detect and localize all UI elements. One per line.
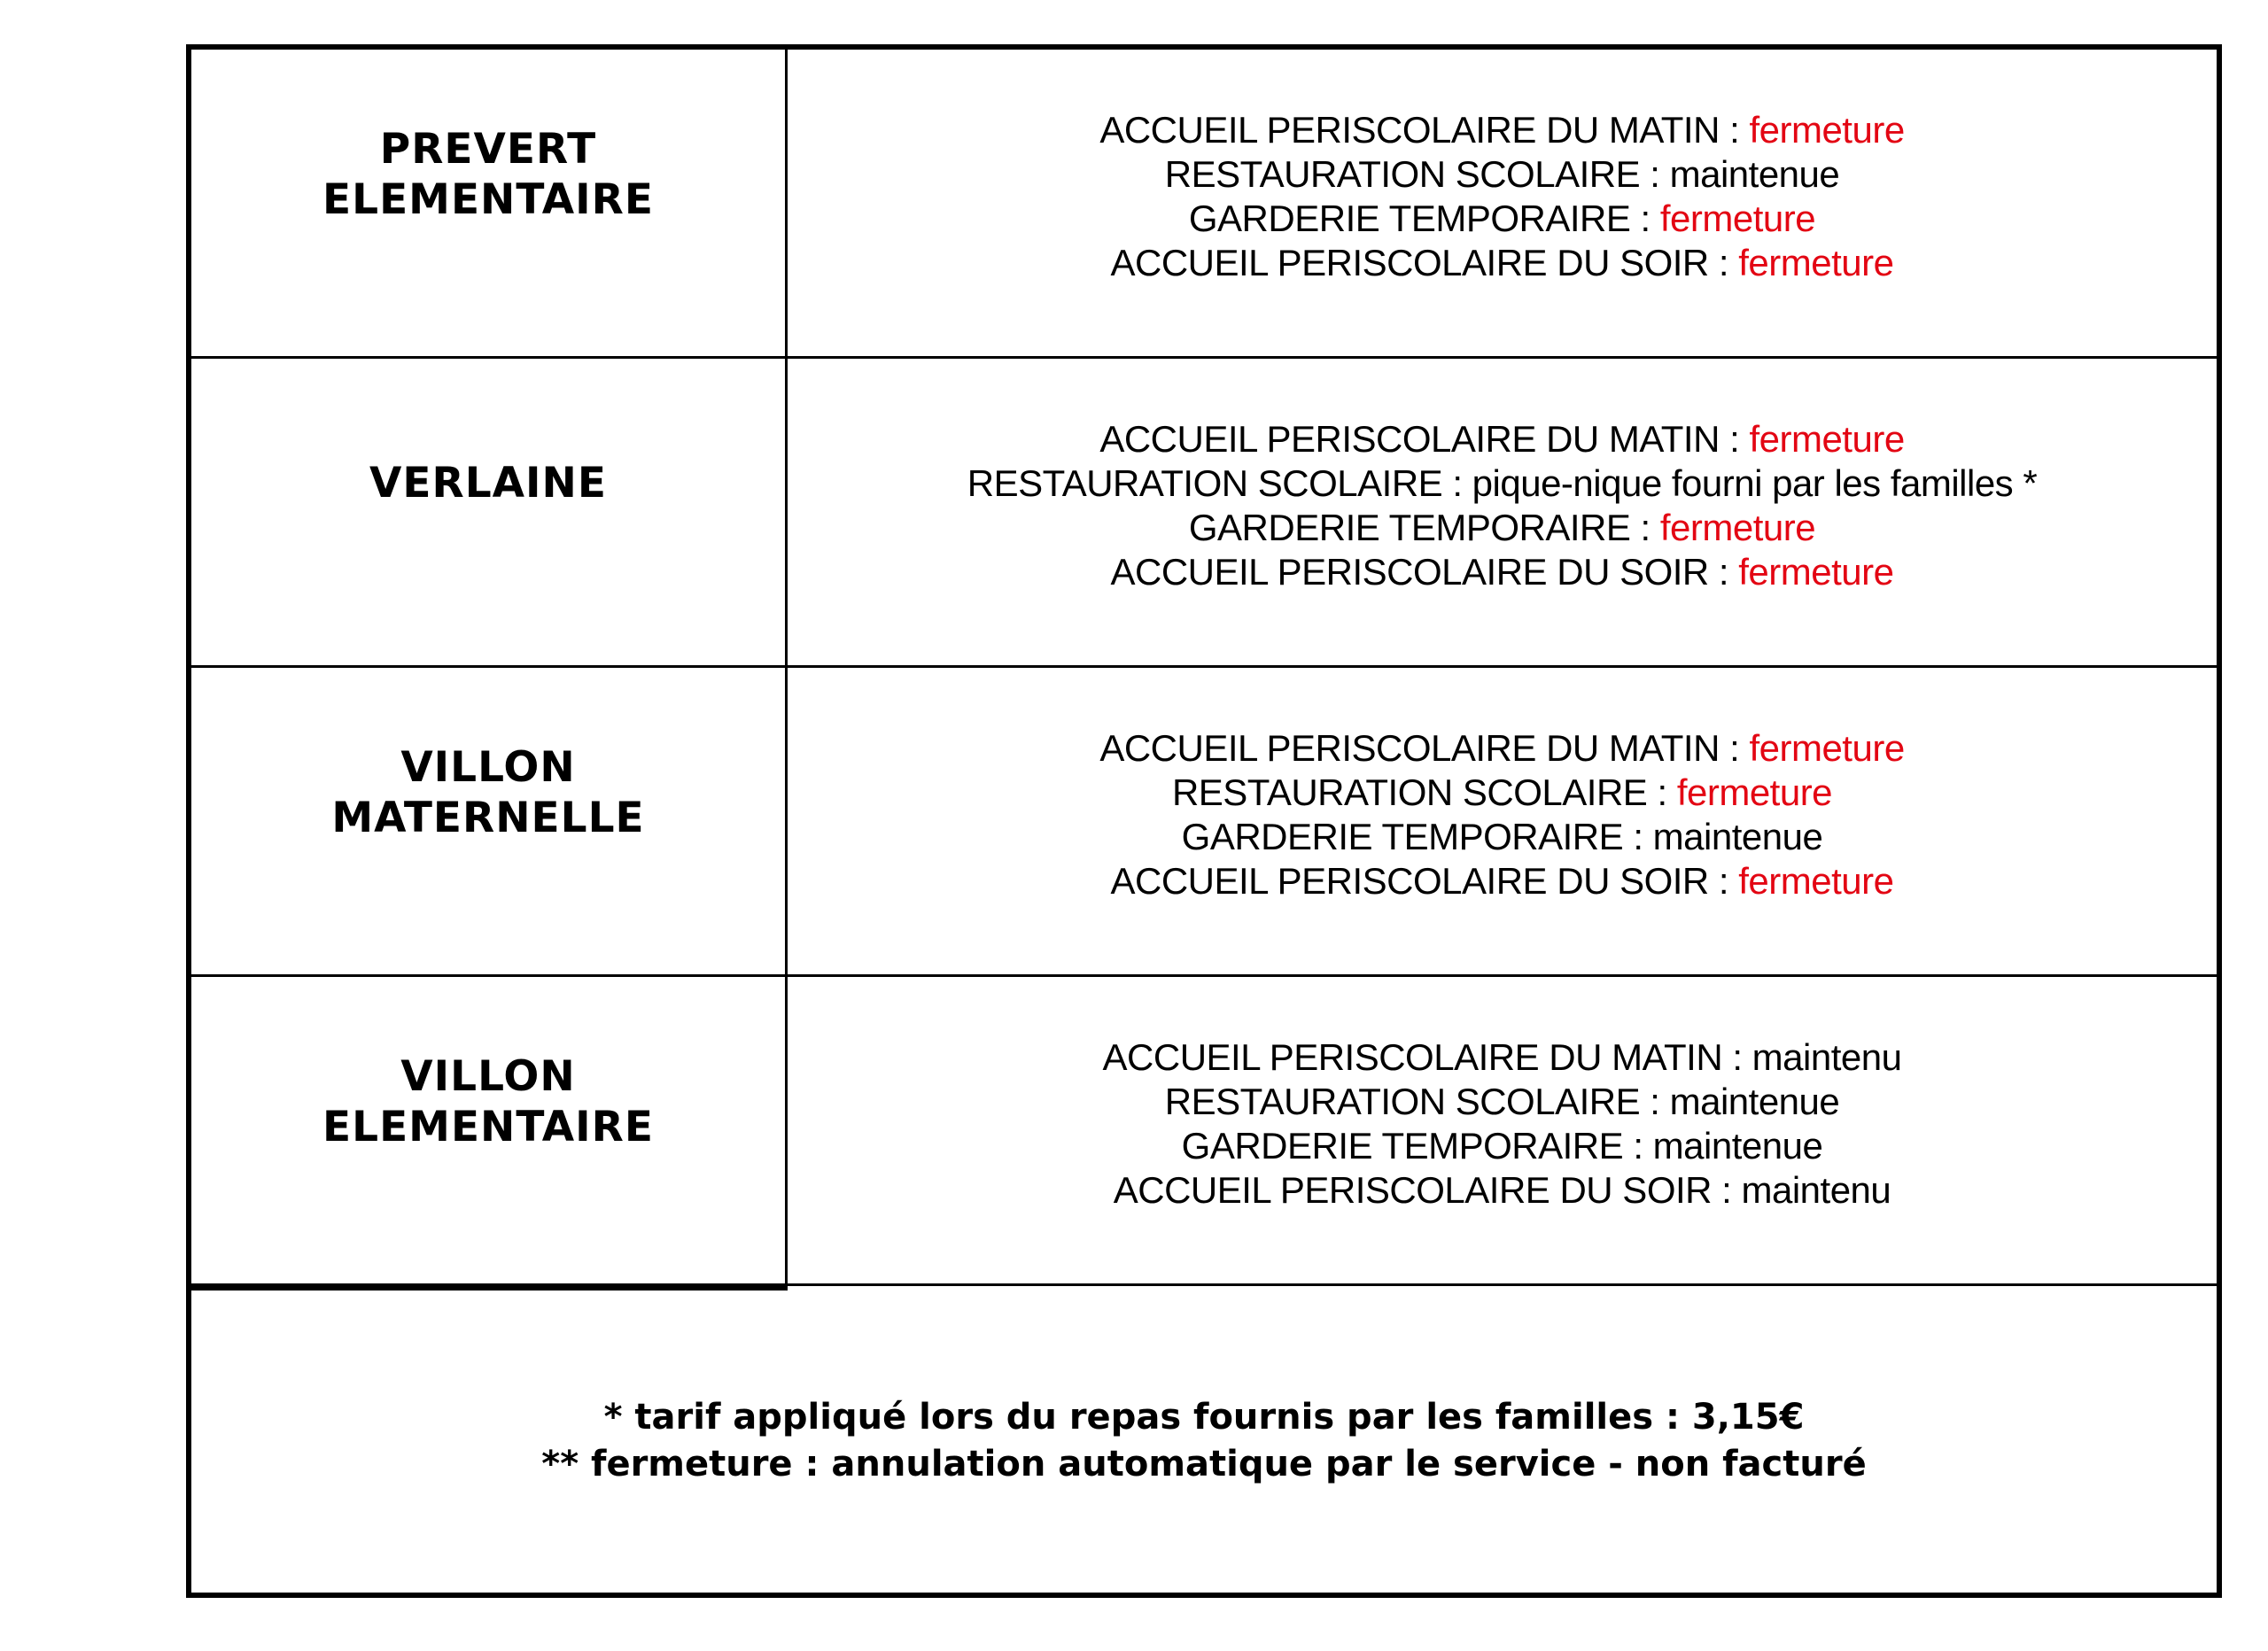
service-label: GARDERIE TEMPORAIRE : [1188, 507, 1660, 548]
service-line [1165, 152, 1840, 197]
service-label: ACCUEIL PERISCOLAIRE DU SOIR : [1110, 242, 1739, 283]
service-label: RESTAURATION SCOLAIRE : [1164, 1081, 1670, 1122]
status-closed: fermeture [1749, 418, 1905, 460]
status-maintained: maintenue [1652, 1125, 1823, 1167]
status-closed: fermeture [1659, 198, 1816, 239]
service-line [1189, 197, 1815, 241]
service-line [1103, 1035, 1902, 1080]
service-label: ACCUEIL PERISCOLAIRE DU MATIN : [1099, 418, 1750, 460]
service-label: GARDERIE TEMPORAIRE : [1181, 816, 1653, 857]
services-cell [788, 359, 2217, 667]
service-line [1182, 1124, 1823, 1168]
service-line [1099, 108, 1904, 152]
school-name-line: MATERNELLE [331, 794, 645, 842]
service-label: RESTAURATION SCOLAIRE : [1164, 153, 1670, 195]
service-label: ACCUEIL PERISCOLAIRE DU SOIR : [1110, 860, 1739, 902]
status-maintained: maintenue [1669, 153, 1840, 195]
school-name-line: ELEMENTAIRE [322, 175, 654, 224]
status-closed: fermeture [1749, 109, 1905, 151]
school-name-line: VERLAINE [369, 459, 607, 508]
footnote-fermeture: ** fermeture : annulation automatique par le service - non facturé [541, 1444, 1867, 1484]
services-cell [788, 668, 2217, 976]
status-maintained: maintenu [1751, 1036, 1902, 1078]
service-line [1189, 506, 1815, 550]
services-cell [788, 977, 2217, 1285]
service-label: ACCUEIL PERISCOLAIRE DU MATIN : [1099, 727, 1750, 769]
status-closed: fermeture [1659, 507, 1816, 548]
school-name-line: VILLON [400, 1052, 576, 1101]
school-name-line: ELEMENTAIRE [322, 1103, 654, 1151]
status-closed: fermeture [1738, 551, 1894, 593]
service-label: RESTAURATION SCOLAIRE : [1171, 771, 1677, 813]
service-line [1110, 241, 1893, 285]
school-name-cell [191, 359, 785, 667]
service-label: ACCUEIL PERISCOLAIRE DU SOIR : [1110, 551, 1739, 593]
status-closed: fermeture [1749, 727, 1905, 769]
school-name-cell [191, 50, 785, 358]
service-label: ACCUEIL PERISCOLAIRE DU MATIN : [1099, 109, 1750, 151]
services-table [186, 44, 2222, 1598]
service-label: ACCUEIL PERISCOLAIRE DU SOIR : [1113, 1169, 1742, 1211]
service-line [1172, 771, 1832, 815]
service-line [1099, 726, 1904, 771]
footnote-tarif: * tarif appliqué lors du repas fournis par les familles : 3,15€ [603, 1397, 1805, 1438]
school-name-cell [191, 977, 785, 1285]
services-cell [788, 50, 2217, 358]
status-closed: fermeture [1738, 860, 1894, 902]
service-label: RESTAURATION SCOLAIRE : [967, 462, 1472, 504]
service-label: GARDERIE TEMPORAIRE : [1188, 198, 1660, 239]
status-maintained: maintenue [1652, 816, 1823, 857]
status-maintained: maintenue [1669, 1081, 1840, 1122]
school-name-line: PREVERT [379, 125, 597, 174]
service-line [967, 461, 2037, 506]
school-name-line: VILLON [400, 743, 576, 792]
status-maintained: pique-nique fourni par les familles * [1472, 462, 2038, 504]
service-line [1114, 1168, 1891, 1213]
school-name-cell [191, 668, 785, 976]
service-line [1165, 1080, 1840, 1124]
service-line [1182, 815, 1823, 859]
service-line [1110, 550, 1893, 594]
status-closed: fermeture [1676, 771, 1833, 813]
status-maintained: maintenu [1741, 1169, 1891, 1211]
service-label: GARDERIE TEMPORAIRE : [1181, 1125, 1653, 1167]
service-line [1099, 417, 1904, 461]
status-closed: fermeture [1738, 242, 1894, 283]
service-line [1110, 859, 1893, 903]
footnotes [191, 1290, 2217, 1593]
service-label: ACCUEIL PERISCOLAIRE DU MATIN : [1102, 1036, 1752, 1078]
